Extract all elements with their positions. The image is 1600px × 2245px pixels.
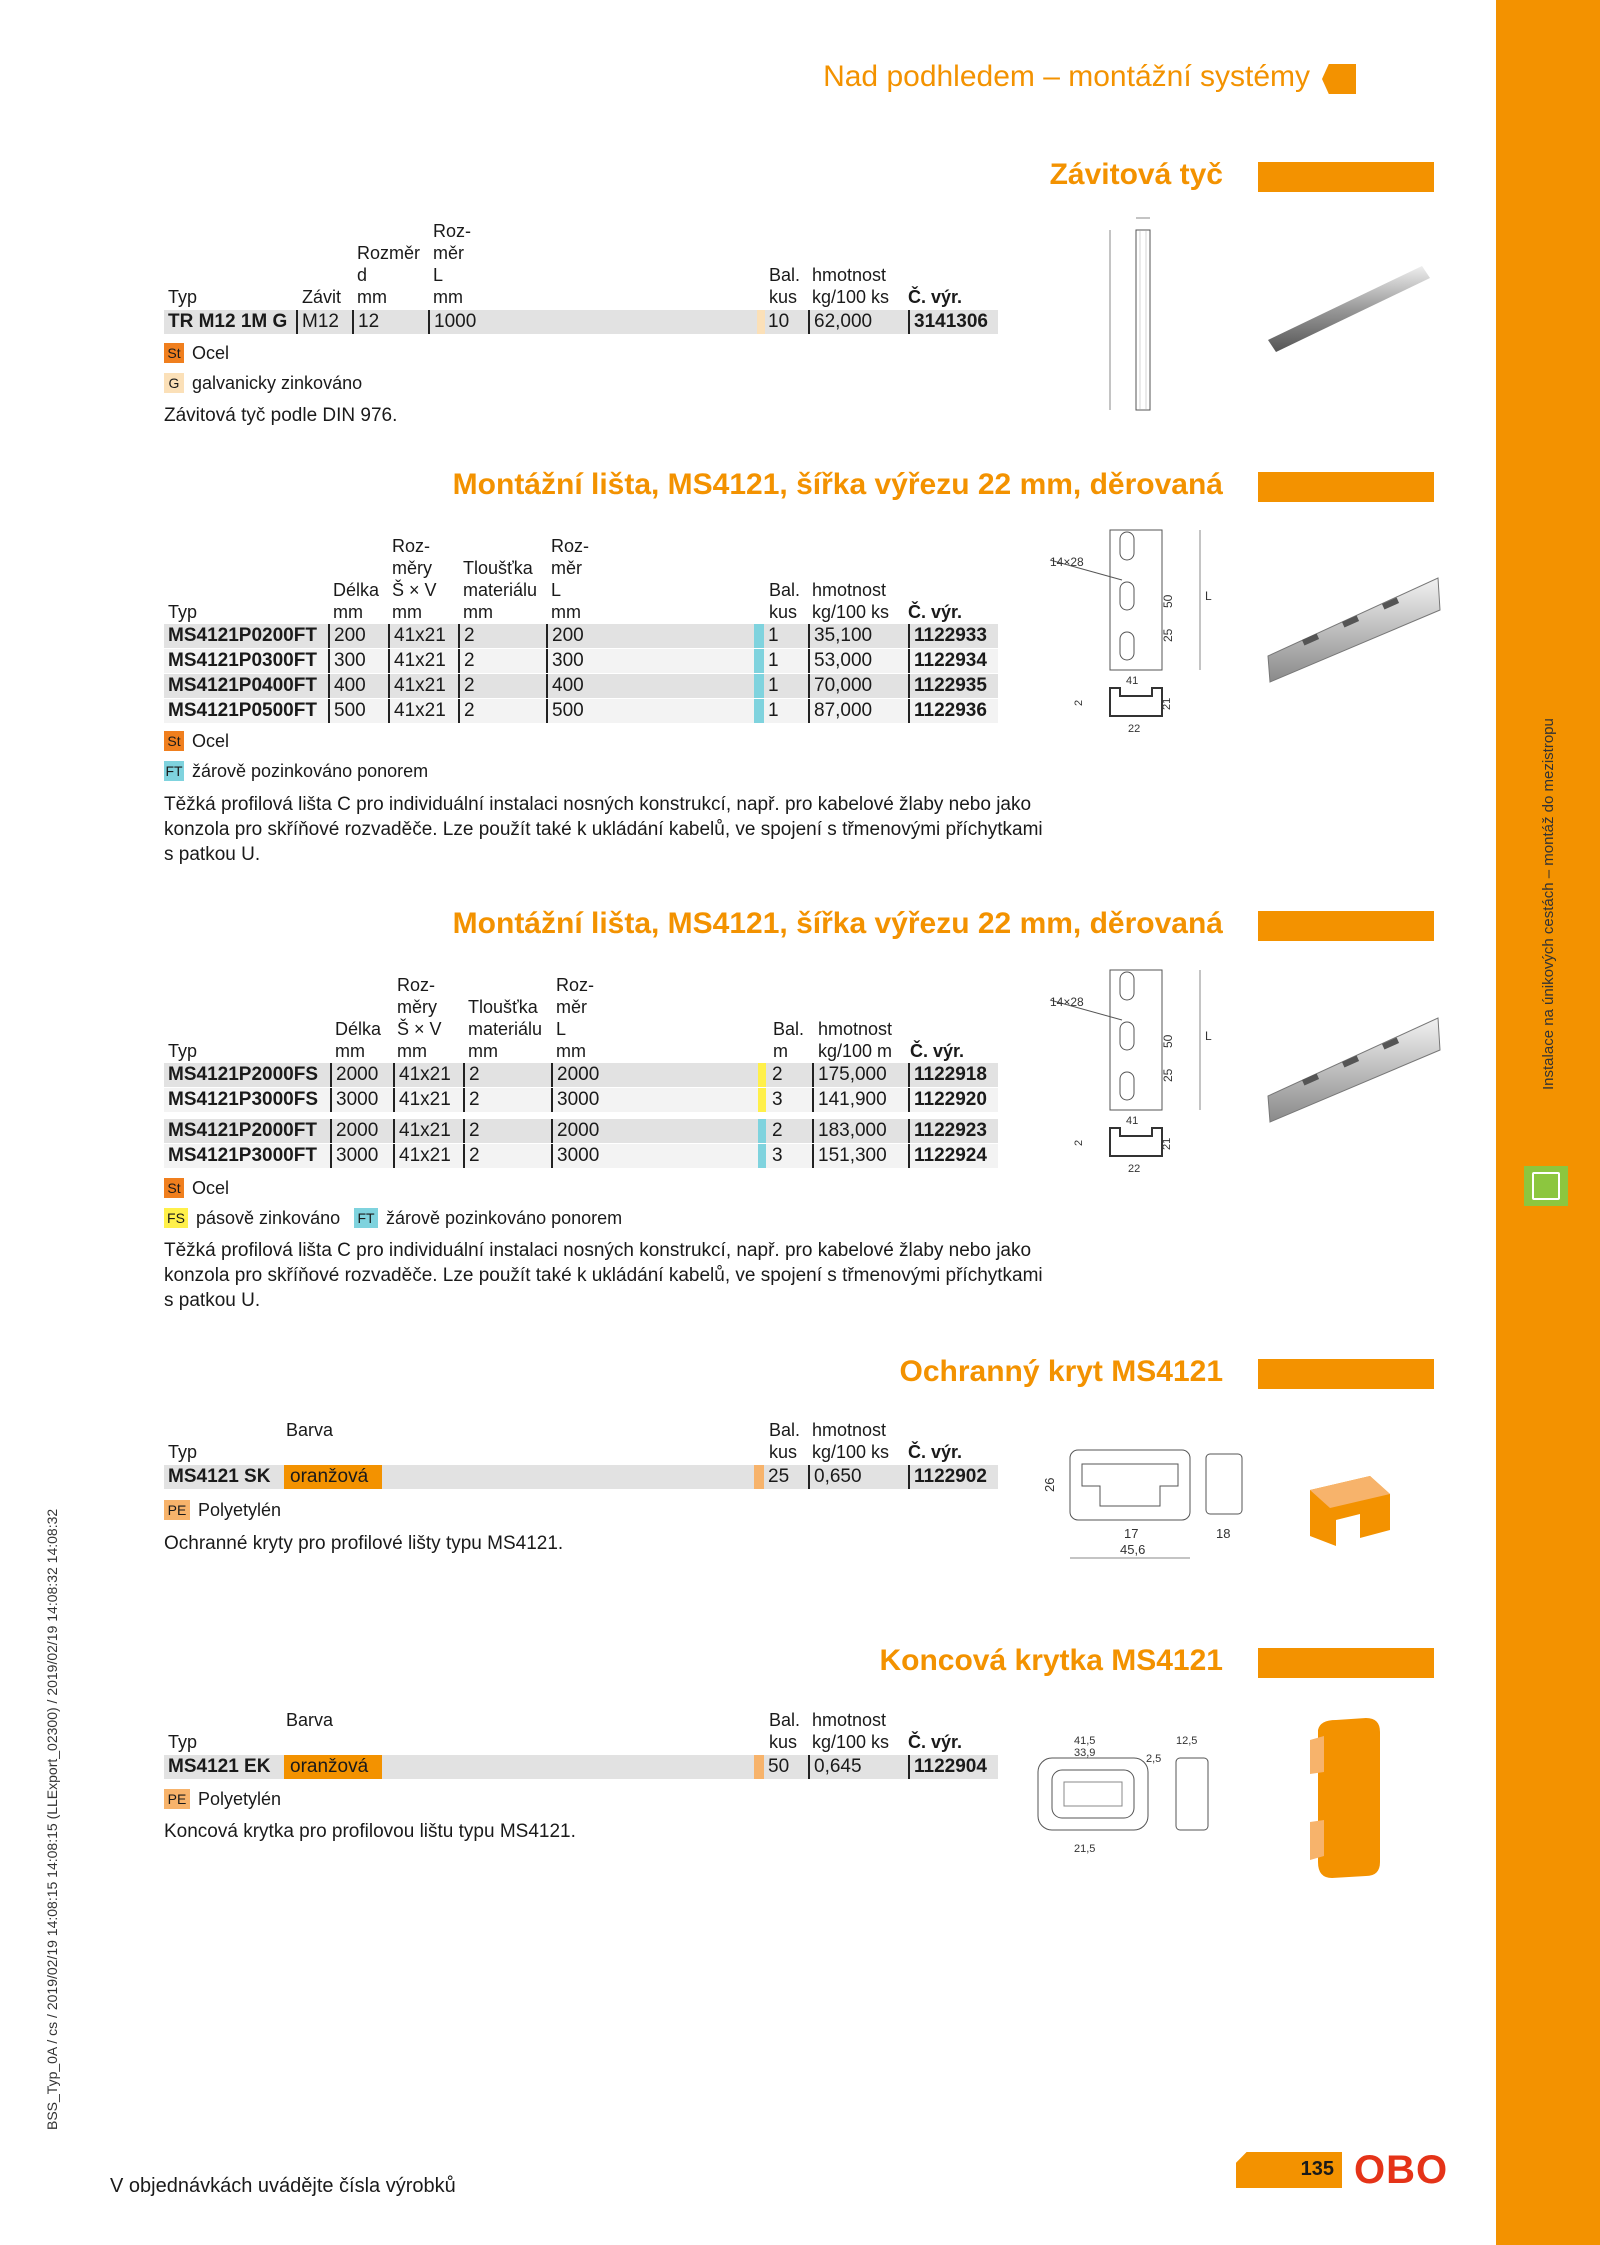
col-cislo-vyrobku: Č. výr.: [908, 1442, 963, 1462]
col-bal-unit: m: [773, 1041, 788, 1061]
threaded-rod-photo: [1262, 262, 1432, 362]
cell-hmotnost: 53,000: [808, 649, 872, 673]
cell-rozmery: 41x21: [388, 674, 446, 698]
section-title-protective-cover: Ochranný kryt MS4121: [899, 1355, 1223, 1388]
finish-label-ft: žárově pozinkováno ponorem: [386, 1208, 623, 1228]
cell-typ: MS4121 EK: [168, 1756, 271, 1777]
col-rozmer-l3: L: [433, 265, 444, 285]
cell-rozmery: 41x21: [388, 699, 446, 723]
col-rozmery: Roz-: [392, 536, 431, 556]
chapter-icon: [1524, 1166, 1568, 1206]
section-title-mounting-rail-2: Montážní lišta, MS4121, šířka výřezu 22 mm, děrovaná: [452, 907, 1223, 940]
col-rozmery2: měry: [397, 997, 437, 1017]
col-rozmer-d-unit: mm: [357, 287, 387, 307]
cell-cislo-vyrobku: 1122936: [908, 699, 987, 723]
cell-typ: MS4121P0500FT: [168, 700, 317, 721]
description: Ochranné kryty pro profilové lišty typu MS4121.: [164, 1533, 564, 1554]
col-bal: Bal.: [769, 1710, 801, 1730]
col-l-unit: mm: [556, 1041, 586, 1061]
cell-bal: 2: [772, 1120, 783, 1141]
dim-12-5: 12,5: [1176, 1735, 1198, 1747]
cell-cislo-vyrobku: 1122934: [908, 649, 987, 673]
table-row: [164, 1063, 998, 1087]
table-row: [164, 624, 998, 648]
col-hmotnost: hmotnost: [818, 1019, 893, 1039]
col-cislo-vyrobku: Č. výr.: [908, 1732, 963, 1752]
cell-hmotnost: 151,300: [812, 1144, 887, 1168]
col-bal: Bal.: [773, 1019, 805, 1039]
cell-l: 3000: [551, 1088, 599, 1112]
cell-hmotnost: 175,000: [812, 1063, 887, 1087]
material-label: Polyetylén: [198, 1789, 282, 1809]
threaded-rod-drawing: [1100, 210, 1260, 422]
col-barva: Barva: [286, 1710, 334, 1730]
section-bar: [1258, 162, 1434, 192]
col-rozmery: Roz-: [397, 975, 436, 995]
material-badge: PE: [164, 1789, 190, 1809]
cell-cislo-vyrobku: 1122902: [908, 1465, 987, 1489]
cell-l: 2000: [551, 1119, 599, 1143]
cell-bal: 1: [768, 650, 779, 671]
cover-drawing: [1030, 1420, 1250, 1570]
col-l2: měr: [551, 558, 582, 578]
col-l3: L: [551, 580, 562, 600]
cell-bal: 1: [768, 625, 779, 646]
section-bar: [1258, 472, 1434, 502]
table-row: [164, 1465, 998, 1489]
col-tloustka-unit: mm: [468, 1041, 498, 1061]
cell-bal: 10: [768, 311, 790, 332]
obo-logo: OBO: [1354, 2148, 1449, 2192]
col-tloustka2: materiálu: [463, 580, 538, 600]
col-rozmer-l: Roz-: [433, 221, 472, 241]
section-bar: [1258, 1359, 1434, 1389]
cell-hmotnost: 0,645: [808, 1755, 862, 1779]
finish-marker: [758, 1144, 766, 1168]
table-row: [164, 1088, 998, 1112]
dim-41: 41: [1126, 1115, 1139, 1127]
material-label: Polyetylén: [198, 1500, 282, 1520]
cell-hmotnost: 0,650: [808, 1465, 862, 1489]
cell-typ: MS4121P2000FT: [168, 1120, 317, 1141]
col-l: Roz-: [551, 536, 590, 556]
col-bal: Bal.: [769, 580, 801, 600]
finish-marker: [754, 699, 764, 723]
cell-hmotnost: 183,000: [812, 1119, 887, 1143]
cover-photo: [1300, 1470, 1400, 1550]
col-rozmery3: Š × V: [397, 1019, 442, 1039]
dim-25: 25: [1161, 1068, 1175, 1082]
section-title-end-cap: Koncová krytka MS4121: [879, 1644, 1223, 1677]
page-number: 135: [1300, 2158, 1334, 2180]
cell-bal: 1: [768, 675, 779, 696]
col-rozmery-unit: mm: [392, 602, 422, 622]
cell-bal: 3: [772, 1089, 783, 1110]
dim-2-5: 2,5: [1146, 1753, 1162, 1765]
col-rozmer-l2: měr: [433, 243, 464, 263]
col-typ: Typ: [168, 1442, 198, 1462]
col-typ: Typ: [168, 1041, 198, 1061]
finish-label: žárově pozinkováno ponorem: [192, 761, 429, 781]
cell-l: 500: [546, 699, 584, 723]
dim-41: 41: [1126, 675, 1139, 687]
section-bar: [1258, 911, 1434, 941]
col-tloustka-unit: mm: [463, 602, 493, 622]
finish-marker: [757, 310, 765, 334]
col-delka-unit: mm: [333, 602, 363, 622]
col-cislo-vyrobku: Č. výr.: [908, 602, 963, 622]
col-hmotnost-unit: kg/100 ks: [812, 1732, 890, 1752]
col-l: Roz-: [556, 975, 595, 995]
col-hmotnost-unit: kg/100 ks: [812, 1442, 890, 1462]
col-hmotnost: hmotnost: [812, 1420, 887, 1440]
cell-typ: MS4121P3000FS: [168, 1089, 318, 1110]
col-zavit: Závit: [302, 287, 342, 307]
cell-l: 2000: [551, 1063, 599, 1087]
side-chapter-text: Instalace na únikových cestách – montáž do mezistropu: [1540, 718, 1557, 1090]
material-badge: St: [164, 1178, 184, 1198]
description: Závitová tyč podle DIN 976.: [164, 405, 398, 426]
dim-hole: 14×28: [1050, 555, 1084, 569]
cell-delka: 300: [328, 649, 366, 673]
material-label: Ocel: [192, 731, 230, 751]
col-hmotnost-unit: kg/100 ks: [812, 287, 890, 307]
col-barva: Barva: [286, 1420, 334, 1440]
cell-tloustka: 2: [463, 1144, 480, 1168]
cell-cislo-vyrobku: 1122920: [908, 1088, 987, 1112]
dim-18: 18: [1216, 1526, 1231, 1541]
finish-marker: [758, 1063, 766, 1087]
description: Těžká profilová lišta C pro individuální instalaci nosných konstrukcí, např. pro kabelové žlaby nebo jako konzola pro skříňové rozvaděče. Lze použít také k ukládání kabelů, ve spojení s třmenovými příchytkami s patkou U.: [164, 794, 1043, 865]
col-cislo-vyrobku: Č. výr.: [910, 1041, 965, 1061]
col-rozmery2: měry: [392, 558, 432, 578]
cell-cislo-vyrobku: 3141306: [908, 310, 988, 334]
cell-l: 400: [546, 674, 584, 698]
dim-21-5: 21,5: [1074, 1843, 1096, 1855]
cell-hmotnost: 62,000: [808, 310, 872, 334]
cell-barva: oranžová: [284, 1465, 382, 1489]
col-hmotnost-unit: kg/100 ks: [812, 602, 890, 622]
cell-tloustka: 2: [458, 649, 475, 673]
dim-50: 50: [1161, 594, 1175, 608]
table-row: [164, 699, 998, 723]
cell-delka: 2000: [330, 1063, 378, 1087]
finish-badge: G: [164, 373, 184, 393]
description: Koncová krytka pro profilovou lištu typu MS4121.: [164, 1821, 576, 1842]
table-row: [164, 1144, 998, 1168]
cell-delka: 200: [328, 624, 366, 648]
dim-26: 26: [1042, 1477, 1057, 1492]
finish-marker: [758, 1088, 766, 1112]
material-label: Ocel: [192, 343, 230, 363]
col-hmotnost: hmotnost: [812, 1710, 887, 1730]
finish-marker: [754, 1755, 764, 1779]
end-cap-photo: [1296, 1712, 1396, 1882]
cell-cislo-vyrobku: 1122924: [908, 1144, 987, 1168]
cell-tloustka: 2: [458, 624, 475, 648]
cell-l: 3000: [551, 1144, 599, 1168]
finish-marker: [758, 1119, 766, 1143]
dim-l: L: [1205, 1029, 1212, 1043]
cell-cislo-vyrobku: 1122935: [908, 674, 987, 698]
col-delka: Délka: [333, 580, 380, 600]
material-badge: St: [164, 343, 184, 363]
finish-badge-fs: FS: [164, 1208, 188, 1228]
cell-delka: 2000: [330, 1119, 378, 1143]
section-bar: [1258, 1648, 1434, 1678]
cell-bal: 3: [772, 1145, 783, 1166]
section-title-mounting-rail-1: Montážní lišta, MS4121, šířka výřezu 22 mm, děrovaná: [452, 468, 1223, 501]
cell-rozmery: 41x21: [393, 1119, 451, 1143]
cell-barva: oranžová: [284, 1755, 382, 1779]
cell-hmotnost: 70,000: [808, 674, 872, 698]
col-tloustka2: materiálu: [468, 1019, 543, 1039]
export-stamp: BSS_Typ_0A / cs / 2019/02/19 14:08:15 14:08:15 (LLExport_02300) / 2019/02/19 14:08:32 14:08:32: [44, 1508, 60, 2130]
dim-2: 2: [1073, 1139, 1085, 1146]
material-badge: St: [164, 731, 184, 751]
col-bal-unit: kus: [769, 1442, 798, 1462]
col-l2: měr: [556, 997, 587, 1017]
col-tloustka: Tloušťka: [468, 997, 538, 1017]
end-cap-drawing: [1026, 1730, 1226, 1870]
finish-badge-ft: FT: [354, 1208, 378, 1228]
dim-17: 17: [1124, 1526, 1139, 1541]
cell-l: 200: [546, 624, 584, 648]
cell-typ: MS4121 SK: [168, 1466, 271, 1487]
rail-photo: [1262, 1010, 1442, 1130]
cell-l: 300: [546, 649, 584, 673]
cell-tloustka: 2: [458, 674, 475, 698]
cell-typ: MS4121P3000FT: [168, 1145, 317, 1166]
finish-label: galvanicky zinkováno: [192, 373, 363, 393]
footer-note: V objednávkách uvádějte čísla výrobků: [110, 2175, 456, 2197]
dim-2: 2: [1073, 699, 1085, 706]
material-badge: PE: [164, 1500, 190, 1520]
cell-delka: 3000: [330, 1144, 378, 1168]
finish-marker: [754, 1465, 764, 1489]
col-bal-unit: kus: [769, 1732, 798, 1752]
dim-22: 22: [1128, 1163, 1141, 1175]
cell-typ: MS4121P0300FT: [168, 650, 317, 671]
col-delka: Délka: [335, 1019, 382, 1039]
cell-cislo-vyrobku: 1122918: [908, 1063, 987, 1087]
dim-hole: 14×28: [1050, 995, 1084, 1009]
cell-delka: 500: [328, 699, 366, 723]
cell-tloustka: 2: [458, 699, 475, 723]
rail-drawing: [1040, 960, 1250, 1180]
cell-delka: 3000: [330, 1088, 378, 1112]
cell-hmotnost: 141,900: [812, 1088, 887, 1112]
dim-21: 21: [1161, 1137, 1173, 1150]
dim-50: 50: [1161, 1034, 1175, 1048]
cell-cislo-vyrobku: 1122933: [908, 624, 987, 648]
col-bal: Bal.: [769, 1420, 801, 1440]
col-bal-unit: kus: [769, 287, 798, 307]
col-rozmer-d-sym: d: [357, 265, 368, 285]
cell-delka: 400: [328, 674, 366, 698]
cell-hmotnost: 87,000: [808, 699, 872, 723]
dim-21: 21: [1161, 697, 1173, 710]
page-header: Nad podhledem – montážní systémy: [823, 60, 1310, 93]
col-hmotnost-unit: kg/100 m: [818, 1041, 893, 1061]
cell-zavit: M12: [296, 310, 339, 334]
rail-photo: [1262, 570, 1442, 690]
rail-drawing: [1040, 520, 1250, 740]
col-tloustka: Tloušťka: [463, 558, 533, 578]
cell-bal: 1: [768, 700, 779, 721]
description: Těžká profilová lišta C pro individuální instalaci nosných konstrukcí, např. pro kabelové žlaby nebo jako konzola pro skříňové rozvaděče. Lze použít také k ukládání kabelů, ve spojení s třmenovými příchytkami s patkou U.: [164, 1240, 1043, 1311]
dim-25: 25: [1161, 628, 1175, 642]
cell-rozmery: 41x21: [388, 624, 446, 648]
cell-typ: MS4121P0200FT: [168, 625, 317, 646]
cell-rozmery: 41x21: [393, 1144, 451, 1168]
col-typ: Typ: [168, 602, 198, 622]
col-rozmer-l-unit: mm: [433, 287, 463, 307]
col-typ: Typ: [168, 287, 198, 307]
side-bar: [1496, 0, 1600, 2245]
cell-hmotnost: 35,100: [808, 624, 872, 648]
col-rozmer-d: Rozměr: [357, 243, 421, 263]
header-flag: [1322, 64, 1356, 94]
col-delka-unit: mm: [335, 1041, 365, 1061]
col-hmotnost: hmotnost: [812, 580, 887, 600]
finish-marker: [754, 649, 764, 673]
cell-cislo-vyrobku: 1122923: [908, 1119, 987, 1143]
cell-tloustka: 2: [463, 1088, 480, 1112]
cell-cislo-vyrobku: 1122904: [908, 1755, 987, 1779]
col-bal: Bal.: [769, 265, 801, 285]
cell-rozmery: 41x21: [393, 1063, 451, 1087]
col-typ: Typ: [168, 1732, 198, 1752]
cell-typ: MS4121P0400FT: [168, 675, 317, 696]
finish-marker: [754, 674, 764, 698]
cell-d: 12: [352, 310, 379, 334]
cell-bal: 50: [768, 1756, 790, 1777]
cell-bal: 2: [772, 1064, 783, 1085]
col-rozmery-unit: mm: [397, 1041, 427, 1061]
cell-rozmery: 41x21: [393, 1088, 451, 1112]
cell-typ: MS4121P2000FS: [168, 1064, 318, 1085]
cell-tloustka: 2: [463, 1063, 480, 1087]
col-rozmery3: Š × V: [392, 580, 437, 600]
table-row: [164, 1755, 998, 1779]
finish-marker: [754, 624, 764, 648]
bracket-icon: [1532, 1172, 1560, 1200]
cell-tloustka: 2: [463, 1119, 480, 1143]
col-cislo-vyrobku: Č. výr.: [908, 287, 963, 307]
table-row: [164, 649, 998, 673]
cell-rozmery: 41x21: [388, 649, 446, 673]
col-l-unit: mm: [551, 602, 581, 622]
material-label: Ocel: [192, 1178, 230, 1198]
dim-l: L: [1205, 589, 1212, 603]
dim-45-6: 45,6: [1120, 1542, 1146, 1557]
section-title-threaded-rod: Závitová tyč: [1049, 158, 1223, 191]
dim-41-5: 41,5: [1074, 1735, 1096, 1747]
cell-bal: 25: [768, 1466, 790, 1487]
table-row: [164, 674, 998, 698]
cell-typ: TR M12 1M G: [168, 311, 288, 332]
dim-22: 22: [1128, 723, 1141, 735]
finish-badge: FT: [165, 763, 183, 779]
finish-label-fs: pásově zinkováno: [196, 1208, 341, 1228]
table-row: [164, 310, 998, 334]
dim-33-9: 33,9: [1074, 1747, 1096, 1759]
cell-l: 1000: [428, 310, 476, 334]
col-bal-unit: kus: [769, 602, 798, 622]
col-l3: L: [556, 1019, 567, 1039]
table-row: [164, 1119, 998, 1143]
col-hmotnost: hmotnost: [812, 265, 887, 285]
